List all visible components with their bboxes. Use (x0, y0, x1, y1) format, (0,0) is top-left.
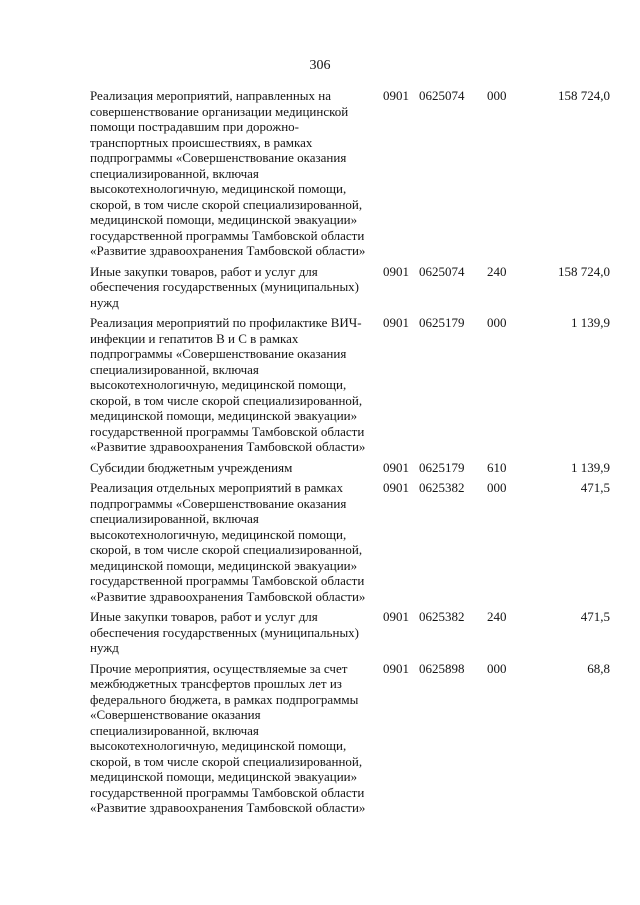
table-row (90, 460, 610, 481)
item-name: Иные закупки товаров, работ и услуг для обеспечения государственных (муниципальных) нужд (90, 609, 360, 655)
target-code: 0625382 (419, 609, 465, 624)
item-name: Прочие мероприятия, осуществляемые за счет межбюджетных трансфертов прошлых лет из федерального бюджета, в рамках подпрограммы «Совершенствование оказания специализированной, включая высокотехнологичную, медицинской помощи, скорой, в том числе скорой специализированной, медицинской помощи, медицинской эвакуации» государственной программы Тамбовской области «Развитие здравоохранения Тамбовской области» (90, 660, 366, 815)
target-code: 0625074 (419, 88, 465, 103)
expense-type-code: 000 (487, 660, 507, 676)
amount: 68,8 (587, 660, 610, 676)
item-name: Реализация мероприятий по профилактике ВИЧ-инфекции и гепатитов В и С в рамках подпрограммы «Совершенствование оказания специализированной, включая высокотехнологичную, медицинской помощи, скорой, в том числе скорой специализированной, медицинской помощи, медицинской эвакуации» государственной программы Тамбовской области «Развитие здравоохранения Тамбовской области» (90, 315, 366, 454)
section-code: 0901 (383, 660, 409, 676)
amount: 1 139,9 (571, 315, 610, 330)
target-code: 0625382 (419, 480, 465, 495)
expense-type-code: 240 (487, 263, 507, 279)
target-code: 0625074 (419, 263, 465, 279)
target-code: 0625179 (419, 459, 465, 475)
item-name: Субсидии бюджетным учреждениям (90, 459, 293, 475)
amount: 1 139,9 (571, 459, 610, 475)
amount: 471,5 (580, 609, 610, 624)
expense-type-code: 000 (487, 88, 507, 103)
expense-type-code: 240 (487, 609, 507, 624)
table-row (90, 609, 610, 661)
budget-table (90, 88, 610, 821)
section-code: 0901 (383, 459, 409, 475)
table-row (90, 480, 610, 609)
section-code: 0901 (383, 609, 409, 624)
target-code: 0625179 (419, 315, 465, 330)
item-name: Реализация отдельных мероприятий в рамках подпрограммы «Совершенствование оказания специализированной, включая высокотехнологичную, медицинской помощи, скорой, в том числе скорой специализированной, медицинской помощи, медицинской эвакуации» государственной программы Тамбовской области «Развитие здравоохранения Тамбовской области» (90, 480, 366, 604)
table-row (90, 88, 610, 264)
table-row (90, 264, 610, 316)
section-code: 0901 (383, 88, 409, 103)
target-code: 0625898 (419, 660, 465, 676)
amount: 471,5 (580, 480, 610, 495)
section-code: 0901 (383, 480, 409, 495)
amount: 158 724,0 (558, 88, 610, 103)
page-number: 306 (309, 58, 331, 73)
section-code: 0901 (383, 315, 409, 330)
item-name: Иные закупки товаров, работ и услуг для обеспечения государственных (муниципальных) нужд (90, 263, 360, 310)
expense-type-code: 000 (487, 315, 507, 330)
section-code: 0901 (383, 263, 409, 279)
table-row (90, 315, 610, 460)
item-name: Реализация мероприятий, направленных на совершенствование организации медицинской помощи пострадавшим при дорожно-транспортных происшествиях, в рамках подпрограммы «Совершенствование оказания специализированной, включая высокотехнологичную, медицинской помощи, скорой, в том числе скорой специализированной, медицинской помощи, медицинской эвакуации» государственной программы Тамбовской области «Развитие здравоохранения Тамбовской области» (90, 88, 366, 258)
expense-type-code: 000 (487, 480, 507, 495)
expense-type-code: 610 (487, 459, 507, 475)
table-row (90, 661, 610, 821)
amount: 158 724,0 (558, 263, 610, 279)
